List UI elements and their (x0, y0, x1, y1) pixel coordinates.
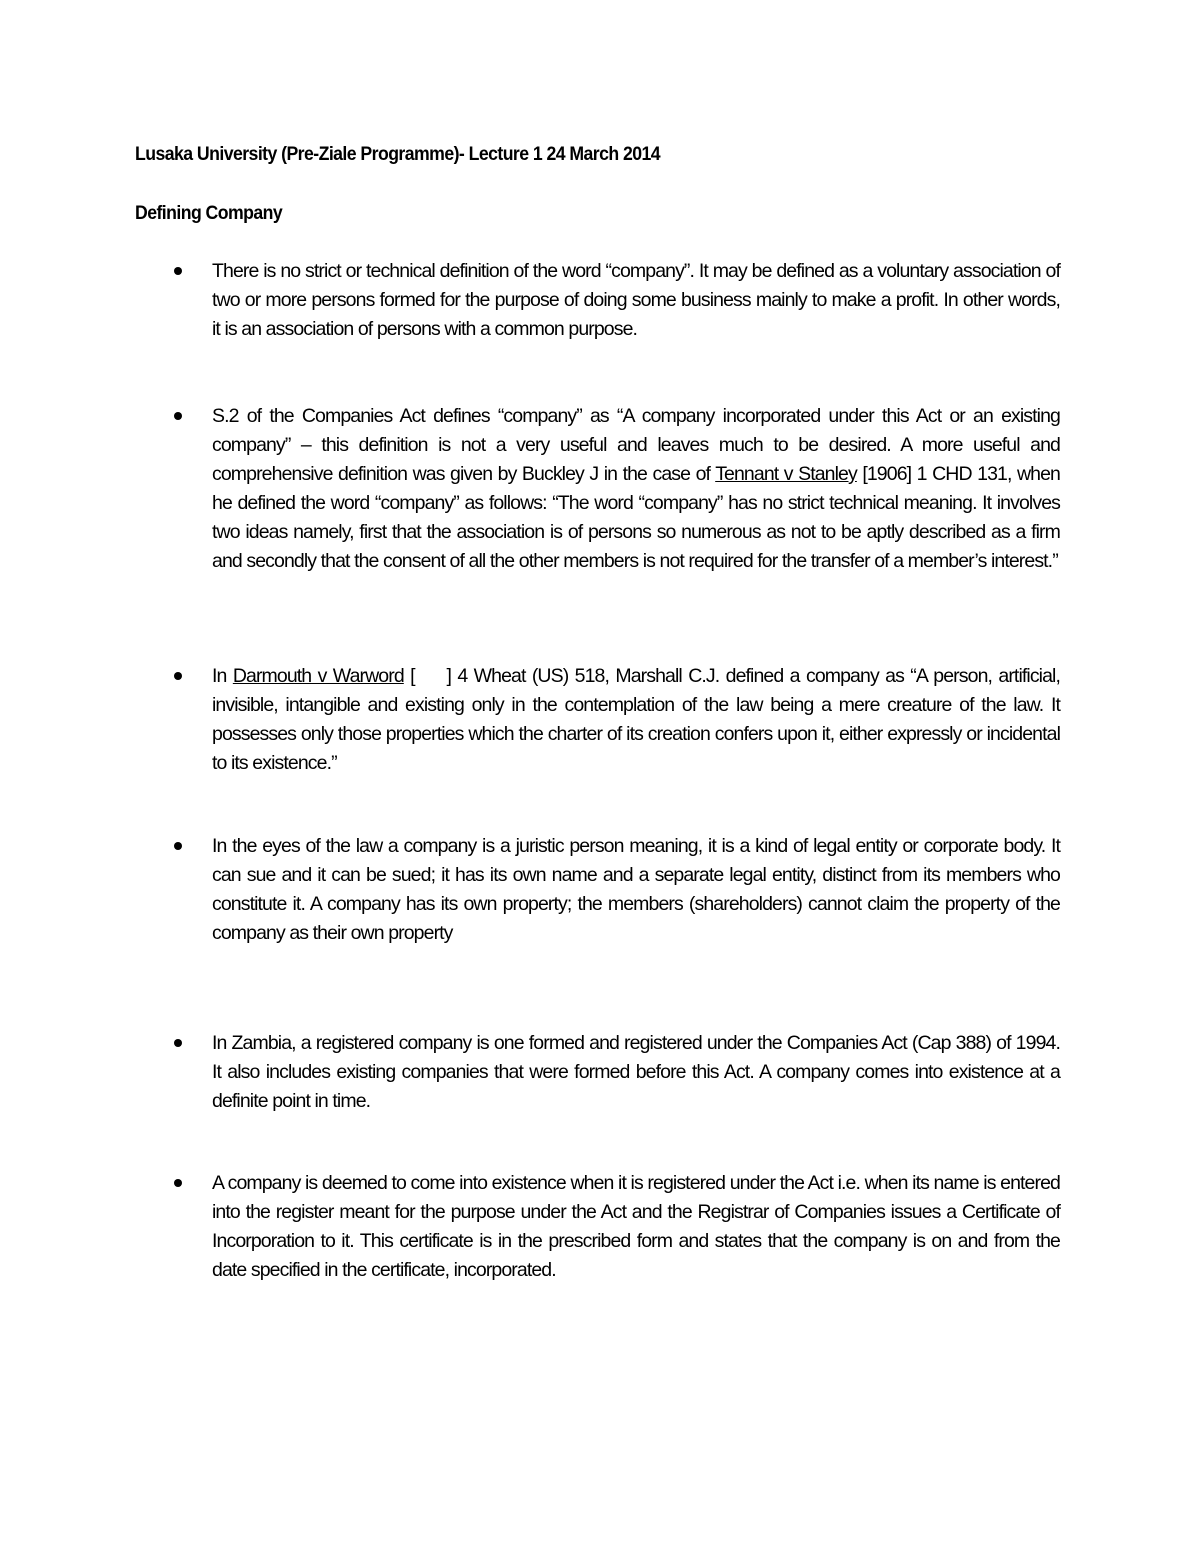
bullet-text: There is no strict or technical definition of the word “company”. It may be defined as a voluntary association of two or more persons formed for the purpose of doing some business mainly to make a profit. In other words, it is an association of persons with a common purpose. (212, 260, 1060, 340)
bullet-text: In the eyes of the law a company is a juristic person meaning, it is a kind of legal entity or corporate body. It can sue and it can be sued; it has its own name and a separate legal entity, distinct from its members who constitute it. A company has its own property; the members (shareholders) cannot claim the property of the company as their own property (212, 835, 1060, 944)
document-title: Lusaka University (Pre-Ziale Programme)- Lecture 1 24 March 2014 (135, 144, 661, 165)
bullet-icon (174, 1039, 182, 1047)
bullet-icon (174, 672, 182, 680)
bullet-text (212, 662, 1060, 778)
bullet-text-pre: S.2 of the Companies Act defines “company” as “A company incorporated under this Act or an existing company” – this definition is not a very useful and leaves much to be desired. A more useful and comprehensive definition was given by Buckley J in the case of (212, 405, 1060, 485)
bullet-text-post: [1906] 1 CHD 131, when he defined the word “company” as follows: “The word “company” has no strict technical meaning. It involves two ideas namely, first that the association is of persons so numerous as not to be aptly described as a firm and secondly that the consent of all the other members is not required for the transfer of a member’s interest.” (212, 463, 1060, 572)
bullet-text (212, 402, 1060, 576)
bullet-text-pre: In (212, 665, 233, 687)
bullet-icon (174, 1179, 182, 1187)
bullet-icon (174, 412, 182, 420)
bullet-icon (174, 842, 182, 850)
bullet-item (170, 1029, 1060, 1116)
case-citation: Tennant v Stanley (715, 463, 857, 485)
bullet-item (170, 402, 1060, 576)
bullet-icon (174, 267, 182, 275)
bullet-text: A company is deemed to come into existence when it is registered under the Act i.e. when its name is entered into the register meant for the purpose under the Act and the Registrar of Companies issues a Certificate of Incorporation to it. This certificate is in the prescribed form and states that the company is on and from the date specified in the certificate, incorporated. (212, 1172, 1060, 1281)
bullet-item (170, 832, 1060, 948)
bullet-text-post: [ ] 4 Wheat (US) 518, Marshall C.J. defined a company as “A person, artificial, invisible, intangible and existing only in the contemplation of the law being a mere creature of the law. It possesses only those properties which the charter of its creation confers upon it, either expressly or incidental to its existence.” (212, 665, 1060, 774)
bullet-text: In Zambia, a registered company is one formed and registered under the Companies Act (Cap 388) of 1994. It also includes existing companies that were formed before this Act. A company comes into existence at a definite point in time. (212, 1032, 1060, 1112)
case-citation: Darmouth v Warword (232, 665, 404, 687)
bullet-item (170, 1169, 1060, 1285)
bullet-item (170, 257, 1060, 344)
bullet-item (170, 662, 1060, 778)
section-heading: Defining Company (135, 203, 283, 224)
